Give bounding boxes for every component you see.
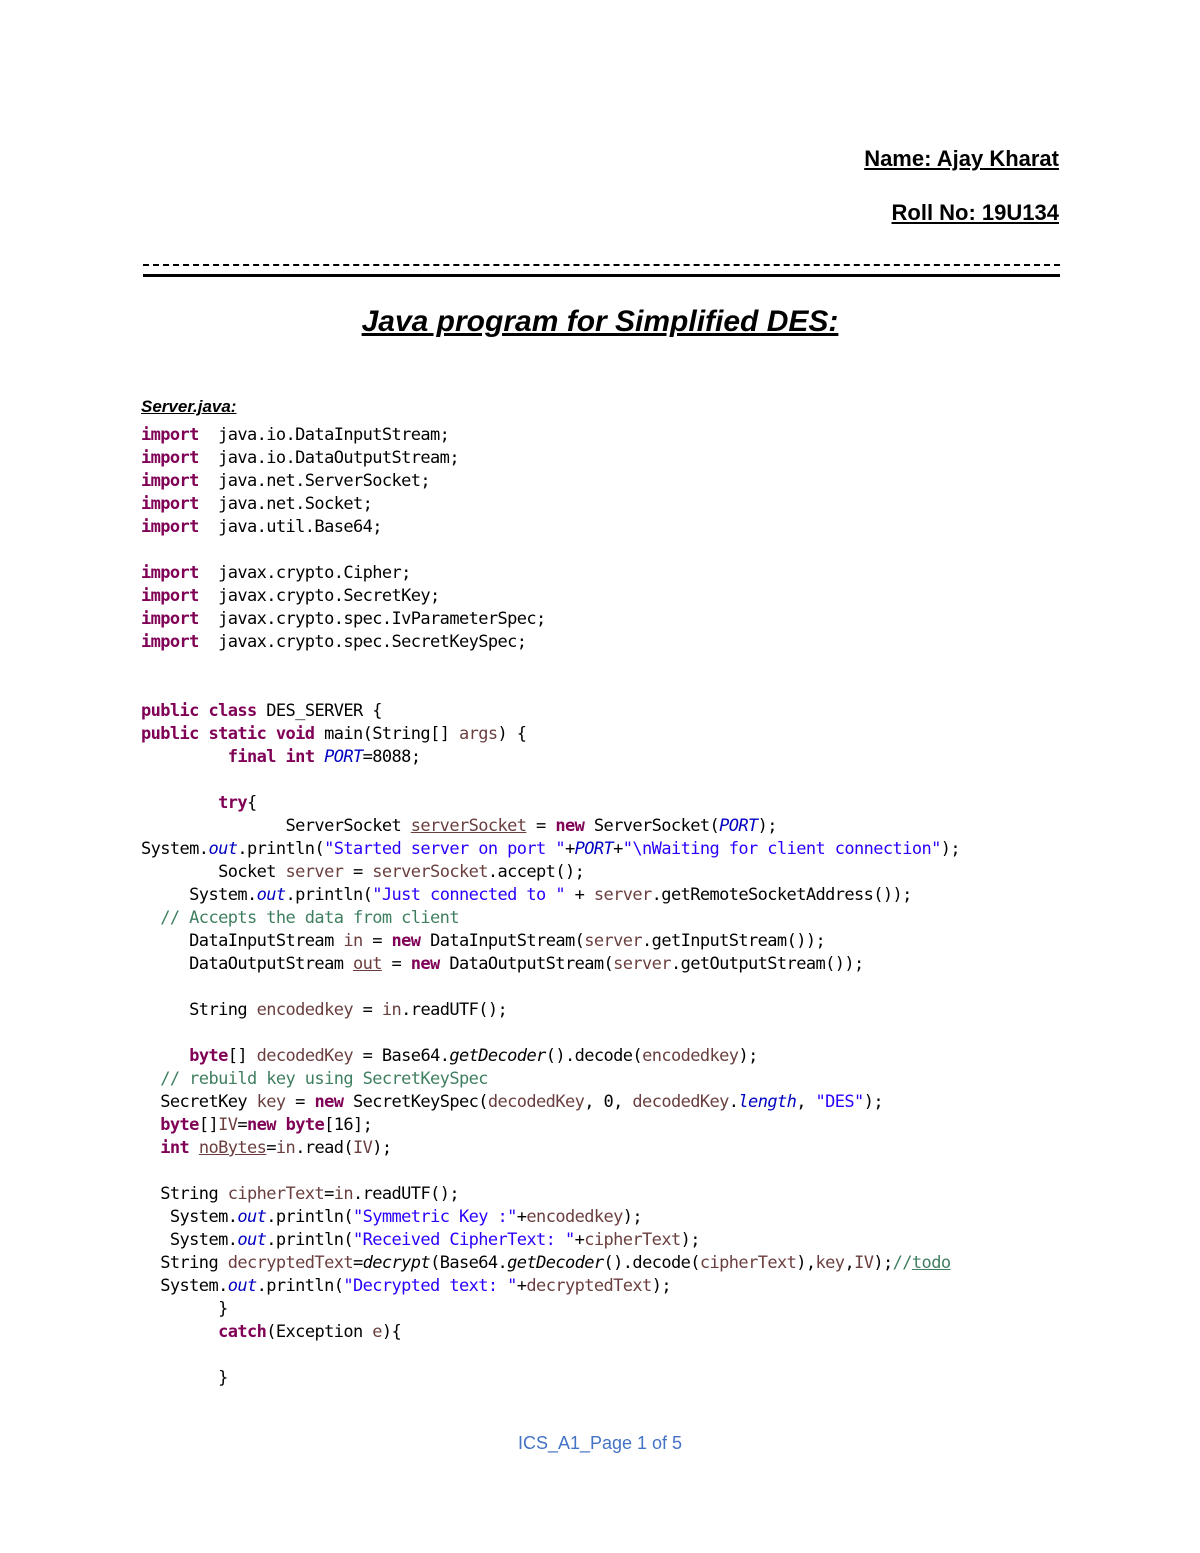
- code-line: [141, 838, 960, 861]
- code-token: .getRemoteSocketAddress());: [651, 885, 912, 905]
- code-token: );: [680, 1230, 700, 1250]
- code-token: );: [940, 839, 961, 859]
- code-token: .println(: [256, 1276, 344, 1296]
- code-token: new: [555, 816, 585, 836]
- code-token: .readUTF();: [401, 1000, 508, 1020]
- code-line: [141, 976, 960, 999]
- code-token: IV: [854, 1253, 874, 1273]
- dashed-divider: [143, 264, 1060, 266]
- code-token: length: [738, 1092, 797, 1112]
- code-line: [141, 493, 960, 516]
- code-line: [141, 953, 960, 976]
- code-token: java.net.Socket;: [198, 494, 373, 514]
- code-token: e: [372, 1322, 382, 1342]
- code-token: server: [593, 885, 652, 905]
- code-token: server: [584, 931, 643, 951]
- code-token: System.: [141, 1230, 238, 1250]
- code-token: =: [381, 954, 411, 974]
- code-token: ){: [381, 1322, 402, 1342]
- author-name: Name: Ajay Kharat: [864, 146, 1059, 171]
- code-token: new: [410, 954, 440, 974]
- code-token: }: [141, 1299, 228, 1319]
- code-token: );: [863, 1092, 883, 1112]
- code-token: );: [651, 1276, 671, 1296]
- code-line: [141, 1022, 960, 1045]
- code-token: =: [362, 931, 392, 951]
- code-token: decryptedText: [227, 1253, 353, 1273]
- code-token: [16];: [324, 1115, 373, 1135]
- code-token: Socket: [141, 862, 286, 882]
- code-line: [141, 792, 960, 815]
- code-token: in: [275, 1138, 296, 1158]
- code-token: javax.crypto.spec.IvParameterSpec;: [198, 609, 546, 629]
- code-line: [141, 470, 960, 493]
- code-token: System.: [141, 885, 257, 905]
- code-token: .getInputStream());: [642, 931, 826, 951]
- code-token: ,: [844, 1253, 855, 1273]
- code-token: new: [314, 1092, 344, 1112]
- code-token: encodedkey: [642, 1046, 739, 1066]
- code-token: javax.crypto.SecretKey;: [198, 586, 440, 606]
- code-token: DataInputStream: [141, 931, 344, 951]
- code-token: [276, 1115, 286, 1135]
- code-token: .println(: [237, 839, 325, 859]
- code-token: .println(: [266, 1207, 353, 1227]
- code-token: {: [247, 793, 257, 813]
- code-token: .accept();: [487, 862, 585, 882]
- code-line: [141, 516, 960, 539]
- code-token: );: [757, 816, 777, 836]
- code-token: = Base64.: [353, 1046, 450, 1066]
- code-line: [141, 1091, 960, 1114]
- code-token: ServerSocket: [141, 816, 411, 836]
- code-line: [141, 700, 960, 723]
- code-token: ),: [796, 1253, 816, 1273]
- roll-number: Roll No: 19U134: [891, 200, 1059, 225]
- code-token: "DES": [815, 1092, 864, 1112]
- code-token: DataOutputStream(: [439, 954, 614, 974]
- code-token: public: [141, 701, 199, 721]
- code-token: key: [256, 1092, 286, 1112]
- code-token: cipherText: [227, 1184, 325, 1204]
- code-token: , 0,: [584, 1092, 633, 1112]
- code-token: static: [208, 724, 267, 744]
- code-token: out: [237, 1207, 267, 1227]
- code-token: String: [141, 1253, 228, 1273]
- code-token: [189, 1138, 199, 1158]
- code-token: getDecoder: [449, 1046, 546, 1066]
- code-token: catch: [218, 1322, 267, 1342]
- code-token: ) {: [497, 724, 527, 744]
- code-token: (Base64.: [430, 1253, 508, 1273]
- code-line: [141, 1229, 960, 1252]
- code-token: .getOutputStream());: [670, 954, 864, 974]
- code-token: PORT: [324, 747, 363, 767]
- code-token: java.net.ServerSocket;: [198, 471, 431, 491]
- code-token: import: [141, 448, 199, 468]
- code-token: serverSocket: [372, 862, 488, 882]
- code-token: cipherText: [699, 1253, 797, 1273]
- code-token: DataOutputStream: [141, 954, 353, 974]
- code-token: );: [873, 1253, 893, 1273]
- code-line: [141, 1367, 960, 1390]
- page-footer: ICS_A1_Page 1 of 5: [517, 1433, 683, 1453]
- code-token: +: [516, 1207, 527, 1227]
- code-token: PORT: [719, 816, 758, 836]
- code-token: server: [285, 862, 344, 882]
- code-line: [141, 861, 960, 884]
- code-token: [199, 724, 209, 744]
- code-token: java.util.Base64;: [198, 517, 382, 537]
- code-token: }: [141, 1368, 228, 1388]
- code-line: [141, 1206, 960, 1229]
- code-line: [141, 562, 960, 585]
- code-token: [266, 724, 276, 744]
- code-line: [141, 1321, 960, 1344]
- code-token: "Symmetric Key :": [352, 1207, 517, 1227]
- code-line: [141, 815, 960, 838]
- code-token: System.: [141, 1207, 238, 1227]
- code-token: ().decode(: [545, 1046, 643, 1066]
- code-token: todo: [911, 1253, 951, 1273]
- code-token: ().decode(: [603, 1253, 700, 1273]
- code-line: [141, 1252, 960, 1275]
- code-token: // Accepts the data from client: [141, 908, 459, 928]
- code-token: [141, 747, 228, 767]
- code-token: );: [622, 1207, 643, 1227]
- code-token: [141, 1138, 160, 1158]
- code-token: IV: [218, 1115, 238, 1135]
- code-token: // rebuild key using SecretKeySpec: [141, 1069, 488, 1089]
- code-token: +: [574, 1230, 585, 1250]
- code-token: +: [516, 1276, 527, 1296]
- code-token: encodedkey: [526, 1207, 623, 1227]
- code-token: []: [227, 1046, 257, 1066]
- solid-divider: [143, 274, 1060, 277]
- code-token: encodedkey: [256, 1000, 353, 1020]
- code-token: DataInputStream(: [420, 931, 585, 951]
- code-token: System.: [141, 839, 209, 859]
- code-line: [141, 999, 960, 1022]
- code-token: SecretKeySpec(: [343, 1092, 488, 1112]
- code-token: (Exception: [266, 1322, 373, 1342]
- code-token: getDecoder: [507, 1253, 604, 1273]
- code-line: [141, 424, 960, 447]
- code-token: import: [141, 471, 199, 491]
- code-token: =8088;: [362, 747, 421, 767]
- code-token: String: [141, 1000, 257, 1020]
- page-title: Java program for Simplified DES:: [361, 305, 839, 338]
- code-token: new: [247, 1115, 276, 1135]
- code-line: [141, 1068, 960, 1091]
- code-token: out: [256, 885, 286, 905]
- code-token: []: [198, 1115, 219, 1135]
- code-token: byte: [189, 1046, 228, 1066]
- code-token: class: [208, 701, 257, 721]
- code-token: System.: [141, 1276, 228, 1296]
- code-token: .read(: [295, 1138, 354, 1158]
- code-line: [141, 884, 960, 907]
- code-token: java.io.DataOutputStream;: [198, 448, 459, 468]
- code-token: noBytes: [198, 1138, 267, 1158]
- code-token: .println(: [285, 885, 373, 905]
- code-token: =: [352, 1253, 363, 1273]
- code-token: IV: [353, 1138, 373, 1158]
- code-token: .: [728, 1092, 739, 1112]
- code-line: [141, 654, 960, 677]
- code-line: [141, 608, 960, 631]
- code-token: decodedKey: [256, 1046, 353, 1066]
- code-token: import: [141, 425, 199, 445]
- code-token: decodedKey: [632, 1092, 729, 1112]
- code-line: [141, 1045, 960, 1068]
- code-token: decryptedText: [526, 1276, 652, 1296]
- code-line: [141, 1275, 960, 1298]
- code-token: key: [815, 1253, 845, 1273]
- code-token: =: [266, 1138, 276, 1158]
- code-token: javax.crypto.Cipher;: [198, 563, 411, 583]
- code-token: );: [372, 1138, 392, 1158]
- code-token: final: [227, 747, 276, 767]
- code-line: [141, 1344, 960, 1367]
- code-token: //: [892, 1253, 912, 1273]
- code-token: import: [141, 632, 199, 652]
- code-token: String: [141, 1184, 228, 1204]
- code-token: );: [738, 1046, 758, 1066]
- file-label: Server.java:: [141, 397, 237, 416]
- code-token: import: [141, 609, 199, 629]
- code-token: in: [381, 1000, 402, 1020]
- code-line: [141, 1160, 960, 1183]
- code-token: decodedKey: [487, 1092, 585, 1112]
- code-token: .println(: [266, 1230, 353, 1250]
- code-token: args: [458, 724, 498, 744]
- code-line: [141, 447, 960, 470]
- code-token: +: [564, 885, 594, 905]
- code-token: out: [237, 1230, 267, 1250]
- code-token: main(String[]: [314, 724, 459, 744]
- code-line: [141, 769, 960, 792]
- code-token: ,: [796, 1092, 816, 1112]
- code-token: out: [352, 954, 382, 974]
- code-token: =: [285, 1092, 315, 1112]
- code-line: [141, 746, 960, 769]
- code-token: "\nWaiting for client connection": [622, 839, 941, 859]
- code-block: [141, 424, 960, 1390]
- code-token: ServerSocket(: [584, 816, 720, 836]
- code-token: int: [285, 747, 315, 767]
- code-token: import: [141, 563, 199, 583]
- code-token: public: [141, 724, 199, 744]
- code-token: +: [613, 839, 623, 859]
- code-token: [141, 1115, 160, 1135]
- code-token: byte: [160, 1115, 199, 1135]
- code-token: [276, 747, 286, 767]
- code-token: serverSocket: [410, 816, 527, 836]
- code-token: SecretKey: [141, 1092, 257, 1112]
- code-token: byte: [285, 1115, 325, 1135]
- code-token: [141, 1046, 189, 1066]
- code-token: =: [237, 1115, 248, 1135]
- code-token: javax.crypto.spec.SecretKeySpec;: [198, 632, 527, 652]
- code-line: [141, 1183, 960, 1206]
- code-token: [141, 1322, 218, 1342]
- code-token: DES_SERVER {: [256, 701, 382, 721]
- code-token: import: [141, 517, 199, 537]
- code-token: [199, 701, 209, 721]
- code-token: "Decrypted text: ": [343, 1276, 517, 1296]
- code-line: [141, 930, 960, 953]
- code-token: java.io.DataInputStream;: [198, 425, 450, 445]
- code-line: [141, 631, 960, 654]
- code-token: in: [343, 931, 363, 951]
- code-token: =: [343, 862, 373, 882]
- code-token: [314, 747, 324, 767]
- code-token: "Started server on port ": [324, 839, 565, 859]
- code-token: "Just connected to ": [372, 885, 565, 905]
- code-token: "Received CipherText: ": [352, 1230, 575, 1250]
- code-line: [141, 1114, 960, 1137]
- code-token: import: [141, 494, 199, 514]
- code-line: [141, 585, 960, 608]
- code-line: [141, 907, 960, 930]
- code-token: decrypt: [362, 1253, 431, 1273]
- code-token: [141, 793, 218, 813]
- code-line: [141, 1137, 960, 1160]
- code-line: [141, 677, 960, 700]
- code-token: out: [208, 839, 238, 859]
- code-line: [141, 539, 960, 562]
- code-token: PORT: [574, 839, 614, 859]
- code-token: out: [227, 1276, 257, 1296]
- code-token: +: [564, 839, 575, 859]
- code-token: =: [324, 1184, 334, 1204]
- code-token: server: [613, 954, 671, 974]
- code-token: cipherText: [584, 1230, 681, 1250]
- code-token: .readUTF();: [353, 1184, 459, 1204]
- code-token: =: [526, 816, 556, 836]
- code-token: in: [333, 1184, 353, 1204]
- code-token: =: [352, 1000, 382, 1020]
- code-token: new: [391, 931, 421, 951]
- code-token: import: [141, 586, 199, 606]
- code-token: int: [160, 1138, 190, 1158]
- code-line: [141, 723, 960, 746]
- code-line: [141, 1298, 960, 1321]
- code-token: void: [275, 724, 315, 744]
- code-token: try: [218, 793, 247, 813]
